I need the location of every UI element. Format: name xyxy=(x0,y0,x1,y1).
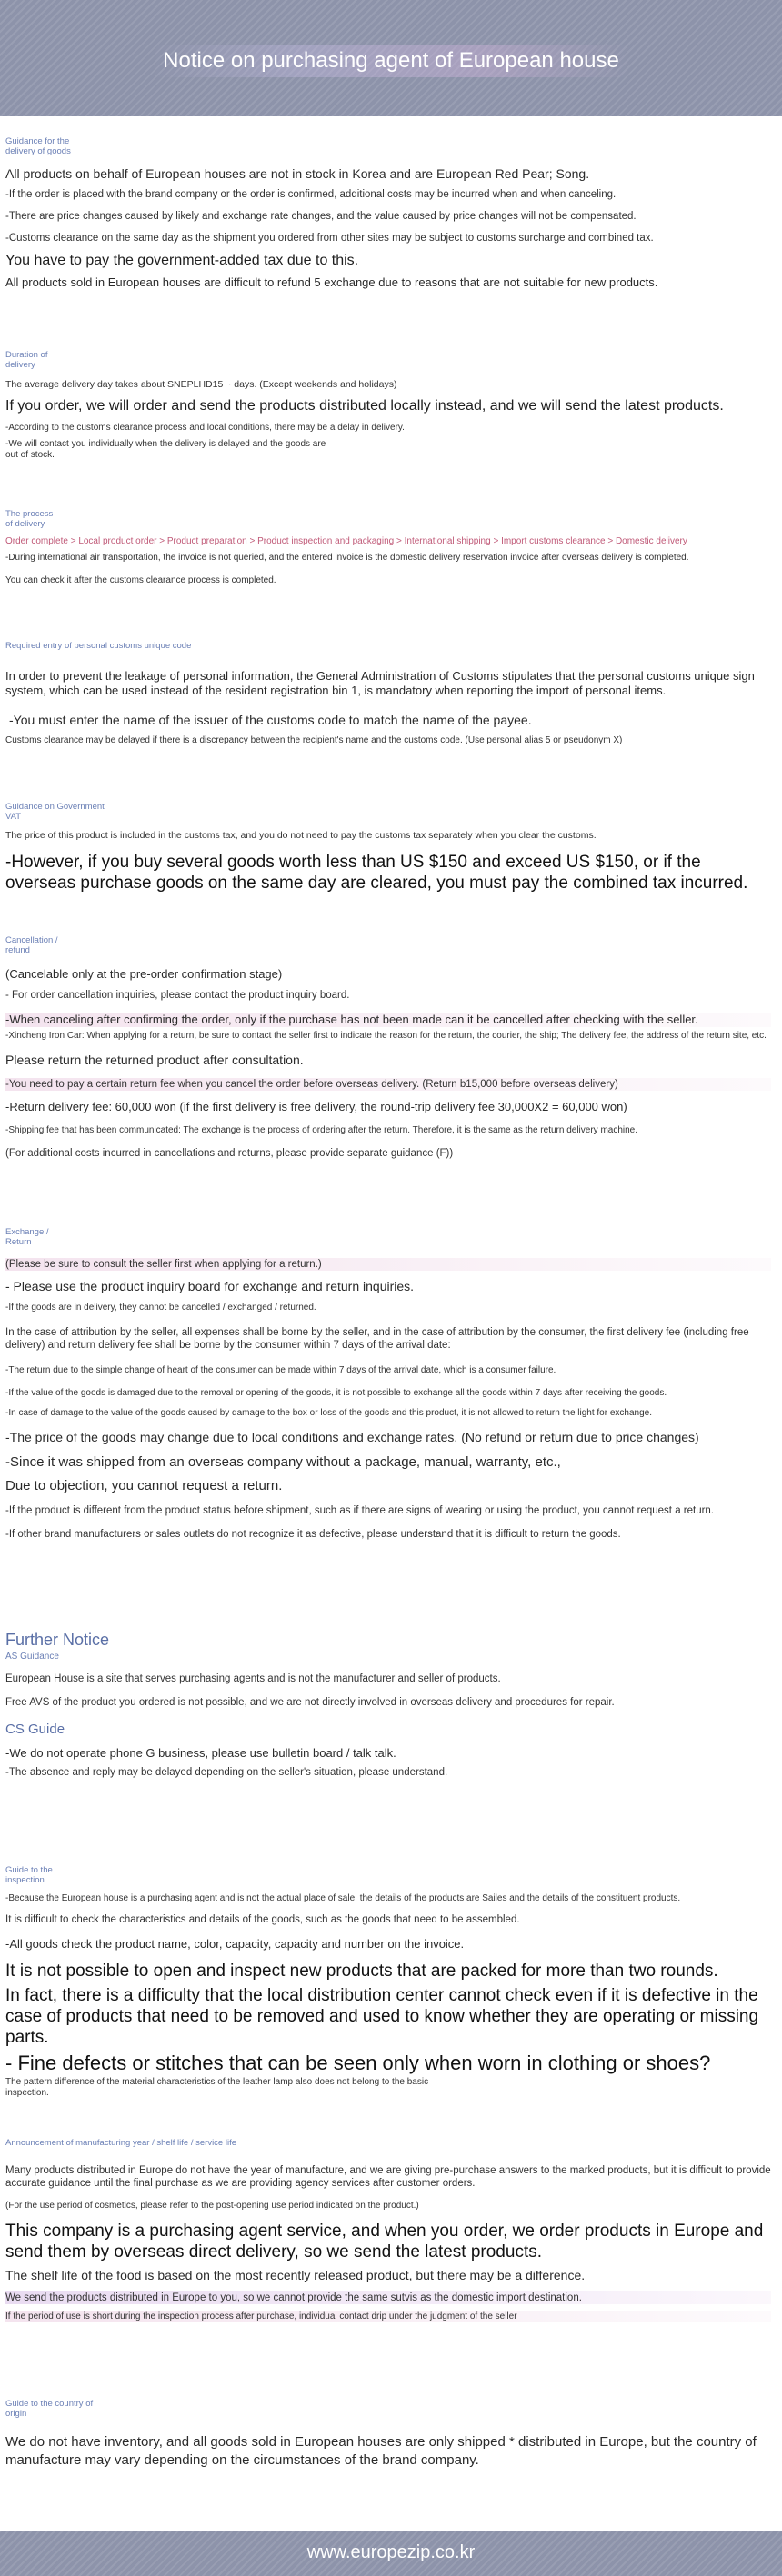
text-line: -All goods check the product name, color, capacity, capacity and number on the invoice. xyxy=(5,1937,465,1951)
text-line: -According to the customs clearance process and local conditions, there may be a delay in delivery. xyxy=(5,423,405,433)
text-line: -Shipping fee that has been communicated: The exchange is the process of ordering after the return. Therefore, it is the same as the return delivery machine. xyxy=(5,1125,638,1135)
section-manufacturing xyxy=(5,2138,771,2322)
text-line: All products on behalf of European houses are not in stock in Korea and are European Red Pear; Song. xyxy=(5,166,590,181)
page-title: Notice on purchasing agent of European house xyxy=(152,45,630,77)
text-line: You have to pay the government-added tax due to this. xyxy=(5,253,359,268)
text-line: -You need to pay a certain return fee when you cancel the order before overseas delivery. (Return b15,000 before overseas delivery) xyxy=(5,1078,771,1091)
section-label: Exchange / Return xyxy=(5,1227,49,1247)
text-line: -If the value of the goods is damaged due to the removal or opening of the goods, it is not possible to exchange all the goods within 7 days after receiving the goods. xyxy=(5,1388,667,1398)
text-line: -If other brand manufacturers or sales outlets do not recognize it as defective, please understand that it is difficult to return the goods. xyxy=(5,1529,621,1540)
section-exchange-return xyxy=(5,1227,771,1541)
text-line: Many products distributed in Europe do not have the year of manufacture, and we are giving pre-purchase answers to the marked products, but it is difficult to provide accurate guidance until the final purchase as we are providing agency services after customer orders. xyxy=(5,2165,771,2189)
text-line: -If the goods are in delivery, they cannot be cancelled / exchanged / returned. xyxy=(5,1303,316,1313)
text-line: -We do not operate phone G business, please use bulletin board / talk talk. xyxy=(5,1746,396,1760)
text-line: -However, if you buy several goods worth less than US $150 and exceed US $150, or if the overseas purchase goods on the same day are cleared, you must pay the combined tax incurred. xyxy=(5,853,748,893)
text-line: -Since it was shipped from an overseas company without a package, manual, warranty, etc., xyxy=(5,1454,561,1470)
text-line: -We will contact you individually when the delivery is delayed and the goods are out of stock. xyxy=(5,439,326,460)
text-line: -The return due to the simple change of heart of the consumer can be made within 7 days of the arrival date, which is a consumer failure. xyxy=(5,1365,556,1375)
text-line: It is not possible to open and inspect new products that are packed for more than two rounds. xyxy=(5,1962,718,1981)
text-line: If the period of use is short during the inspection process after purchase, individual contact drip under the judgment of the seller xyxy=(5,2311,771,2322)
text-line: - Fine defects or stitches that can be seen only when worn in clothing or shoes? xyxy=(5,2052,711,2074)
text-line: -Because the European house is a purchasing agent and is not the actual place of sale, the details of the products are Sailes and the details of the constituent products. xyxy=(5,1893,681,1903)
text-line: It is difficult to check the characteristics and details of the goods, such as the goods that need to be assembled. xyxy=(5,1914,520,1925)
text-line: - Please use the product inquiry board for exchange and return inquiries. xyxy=(5,1279,415,1293)
text-line: -The absence and reply may be delayed depending on the seller's situation, please understand. xyxy=(5,1767,448,1778)
section-title: Further Notice xyxy=(5,1631,110,1649)
section-label: The process of delivery xyxy=(5,509,54,529)
section-label: Duration of delivery xyxy=(5,350,48,370)
section-further-notice xyxy=(5,1631,771,1709)
section-label: Guidance on Government VAT xyxy=(5,802,105,822)
section-origin xyxy=(5,2399,771,2470)
text-line: -If the product is different from the product status before shipment, such as if there are signs of wearing or using the product, you cannot request a return. xyxy=(5,1505,715,1516)
text-line: The price of this product is included in the customs tax, and you do not need to pay the customs tax separately when you clear the customs. xyxy=(5,830,597,841)
text-line: -Customs clearance on the same day as the shipment you ordered from other sites may be subject to customs surcharge and combined tax. xyxy=(5,233,654,244)
text-line: (For additional costs incurred in cancellations and returns, please provide separate guidance (F)) xyxy=(5,1148,454,1159)
text-line: -When canceling after confirming the order, only if the purchase has not been made can it be cancelled after checking with the seller. xyxy=(5,1013,771,1027)
text-line: This company is a purchasing agent service, and when you order, we order products in Europe and send them by overseas direct delivery, so we send the latest products. xyxy=(5,2222,764,2261)
process-flow: Order complete > Local product order > Product preparation > Product inspection and packaging > International shipping > Import customs clearance > Domestic delivery xyxy=(5,536,687,546)
section-cancellation xyxy=(5,935,771,1160)
section-sub-label: AS Guidance xyxy=(5,1652,59,1662)
section-label: Announcement of manufacturing year / shelf life / service life xyxy=(5,2138,236,2148)
section-vat xyxy=(5,802,771,894)
text-line: The average delivery day takes about SNEPLHD15 ~ days. (Except weekends and holidays) xyxy=(5,379,397,390)
section-delivery-duration xyxy=(5,350,771,461)
section-label: Cancellation / refund xyxy=(5,935,58,955)
text-line: -If the order is placed with the brand company or the order is confirmed, additional costs may be incurred when and when canceling. xyxy=(5,189,617,200)
text-line: In order to prevent the leakage of personal information, the General Administration of Customs stipulates that the personal customs unique sign system, which can be used instead of the resident registration bin 1, is mandatory when reporting the import of personal items. xyxy=(5,669,755,697)
page-footer xyxy=(0,2531,782,2576)
text-line: -Return delivery fee: 60,000 won (if the first delivery is free delivery, the round-trip delivery fee 30,000X2 = 60,000 won) xyxy=(5,1100,627,1113)
text-line: (Cancelable only at the pre-order confirmation stage) xyxy=(5,967,283,981)
text-line: All products sold in European houses are difficult to refund 5 exchange due to reasons that are not suitable for new products. xyxy=(5,275,658,289)
site-url: www.europezip.co.kr xyxy=(306,2542,476,2562)
text-line: -You must enter the name of the issuer of the customs code to match the name of the payee. xyxy=(9,713,532,727)
text-line: Due to objection, you cannot request a return. xyxy=(5,1478,283,1493)
section-label: Required entry of personal customs unique code xyxy=(5,641,192,651)
section-label: Guide to the country of origin xyxy=(5,2399,94,2419)
text-line: Free AVS of the product you ordered is not possible, and we are not directly involved in overseas delivery and procedures for repair. xyxy=(5,1697,615,1708)
text-line: The shelf life of the food is based on the most recently released product, but there may be a difference. xyxy=(5,2268,586,2282)
text-line: -Xincheng Iron Car: When applying for a return, be sure to contact the seller first to indicate the reason for the return, the courier, the ship; The delivery fee, the address of the return site, etc. xyxy=(5,1031,767,1041)
text-line: If you order, we will order and send the products distributed locally instead, and we will send the latest products. xyxy=(5,398,724,414)
text-line: -In case of damage to the value of the goods caused by damage to the box or loss of the goods and this product, it is not allowed to return the light for exchange. xyxy=(5,1408,653,1418)
text-line: (For the use period of cosmetics, please refer to the post-opening use period indicated on the product.) xyxy=(5,2201,419,2211)
section-delivery-process xyxy=(5,509,771,586)
text-line: Please return the returned product after consultation. xyxy=(5,1053,304,1067)
text-line: We do not have inventory, and all goods sold in European houses are only shipped * distributed in Europe, but the country of manufacture may vary depending on the circumstances of the brand company. xyxy=(5,2434,757,2468)
page-header xyxy=(0,0,782,116)
text-line: Customs clearance may be delayed if there is a discrepancy between the recipient's name and the customs code. (Use personal alias 5 or pseudonym X) xyxy=(5,735,623,745)
text-line: European House is a site that serves purchasing agents and is not the manufacturer and seller of products. xyxy=(5,1673,501,1684)
text-line: -During international air transportation, the invoice is not queried, and the entered invoice is the domestic delivery reservation invoice after overseas delivery is completed. xyxy=(5,553,689,563)
text-line: We send the products distributed in Europe to you, so we cannot provide the same sutvis as the domestic import destination. xyxy=(5,2291,771,2304)
text-line: In fact, there is a difficulty that the local distribution center cannot check even if it is defective in the case of products that need to be removed and used to know whether they are operating or missing parts. xyxy=(5,1986,759,2047)
text-line: You can check it after the customs clearance process is completed. xyxy=(5,575,276,585)
section-cs-guide xyxy=(5,1722,771,1779)
section-delivery-guidance xyxy=(5,136,771,290)
section-label: Guide to the inspection xyxy=(5,1865,53,1885)
text-line: (Please be sure to consult the seller first when applying for a return.) xyxy=(5,1258,771,1271)
section-customs-code xyxy=(5,641,771,746)
section-title: CS Guide xyxy=(5,1722,65,1737)
text-line: The pattern difference of the material characteristics of the leather lamp also does not belong to the basic inspection. xyxy=(5,2077,429,2098)
text-line: In the case of attribution by the seller, all expenses shall be borne by the seller, and in the case of attribution by the consumer, the first delivery fee (including free delivery) and return delivery fee shall be borne by the consumer within 7 days of the arrival date: xyxy=(5,1327,749,1351)
section-inspection xyxy=(5,1865,771,2099)
text-line: -The price of the goods may change due to local conditions and exchange rates. (No refund or return due to price changes) xyxy=(5,1430,699,1444)
section-label: Guidance for the delivery of goods xyxy=(5,136,71,156)
text-line: -There are price changes caused by likely and exchange rate changes, and the value caused by price changes will not be compensated. xyxy=(5,211,637,222)
text-line: - For order cancellation inquiries, please contact the product inquiry board. xyxy=(5,990,350,1001)
